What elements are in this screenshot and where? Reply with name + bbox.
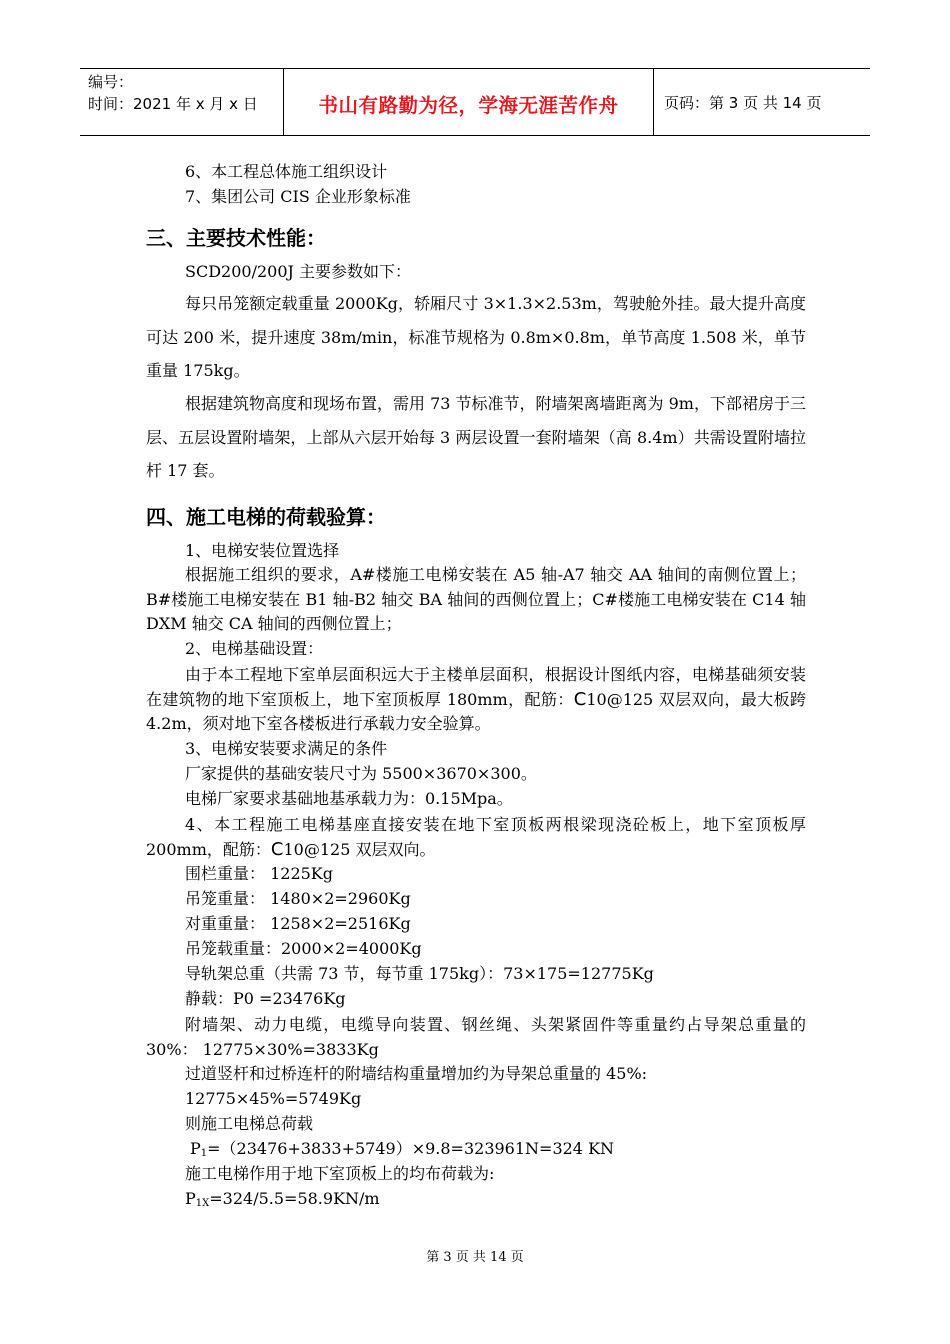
header-meta (80, 69, 283, 135)
rail-total: 导轨架总重（共需 73 节，每节重 175kg）：73×175=12775Kg (185, 964, 654, 983)
layout-paragraph: 根据建筑物高度和现场布置，需用 73 节标准节，附墙架离墙距离为 9m，下部裙房于三层、五层设置附墙架，上部从六层开始每 3 两层设置一套附墙架（高 8.4m）共需设置附墙拉杆 17 套。 (146, 394, 806, 480)
base-size-line: 厂家提供的基础安装尺寸为 5500×3670×300。 (185, 764, 537, 783)
header-page-info: 页码：第 3 页 共 14 页 (664, 93, 822, 112)
header-motto-cell (283, 69, 654, 135)
location-paragraph: 根据施工组织的要求，A#楼施工电梯安装在 A5 轴-A7 轴交 AA 轴间的南侧位置上；B#楼施工电梯安装在 B1 轴-B2 轴交 BA 轴间的西侧位置上；C#楼施工电梯安装在 C14 轴 DXM 轴交 CA 轴间的西侧位置上； (146, 565, 806, 633)
subsection-3: 3、电梯安装要求满足的条件 (185, 739, 388, 758)
section-heading-3: 三、主要技术性能： (146, 226, 326, 250)
cage-weight: 吊笼重量： 1480×2=2960Kg (185, 889, 411, 908)
section-heading-4: 四、施工电梯的荷载验算： (146, 505, 386, 529)
subsection-1: 1、电梯安装位置选择 (185, 541, 340, 560)
attachment-paragraph: 附墙架、动力电缆，电缆导向装置、钢丝绳、头架紧固件等重量约占导架总重量的 30%： 12775×30%=3833Kg (146, 1015, 806, 1059)
ref-item-6: 6、本工程总体施工组织设计 (185, 162, 388, 181)
install-paragraph: 4、本工程施工电梯基座直接安装在地下室顶板两根梁现浇砼板上，地下室顶板厚 200mm，配筋：C10@125 双层双向。 (146, 815, 806, 860)
bridge-calc: 12775×45%=5749Kg (185, 1089, 362, 1108)
serial-label: 编号： (88, 73, 134, 91)
counterweight: 对重重量： 1258×2=2516Kg (185, 914, 411, 933)
ref-item-7: 7、集团公司 CIS 企业形象标准 (185, 187, 411, 206)
param-intro: SCD200/200J 主要参数如下： (185, 262, 412, 281)
static-load: 静载：P0 =23476Kg (185, 989, 346, 1008)
fence-weight: 围栏重量： 1225Kg (185, 864, 334, 883)
foundation-paragraph: 由于本工程地下室单层面积远大于主楼单层面积，根据设计图纸内容，电梯基础须安装在建筑物的地下室顶板上，地下室顶板厚 180mm，配筋：C10@125 双层双向，最大板跨 4.2m，须对地下室各楼板进行承载力安全验算。 (146, 665, 806, 733)
page-footer: 第 3 页 共 14 页 (426, 1250, 524, 1265)
header-motto: 书山有路勤为径，学海无涯苦作舟 (318, 94, 619, 117)
p1-formula: $P_1=(23476+3833+5749)\times 9.8=323961N=324$ KN (190, 1139, 615, 1159)
uniform-load-label: 施工电梯作用于地下室顶板上的均布荷载为: (185, 1164, 495, 1183)
p1x-formula: $P_{1X}=324/5.5=58.9KN/m$ (185, 1189, 380, 1209)
bridge-line: 过道竖杆和过桥连杆的附墙结构重量增加约为导架总重量的 45%: (185, 1064, 648, 1083)
total-load-label: 则施工电梯总荷载 (185, 1114, 314, 1133)
bearing-line: 电梯厂家要求基础地基承载力为：0.15Mpa。 (185, 789, 513, 808)
page-header (80, 68, 870, 136)
param-paragraph: 每只吊笼额定载重量 2000Kg，轿厢尺寸 3×1.3×2.53m，驾驶舱外挂。最大提升高度可达 200 米，提升速度 38m/min，标准节规格为 0.8m×0.8m，单节高度 1.508 米，单节重量 175kg。 (146, 294, 806, 380)
time-label: 时间：2021 年 x 月 x 日 (88, 95, 258, 113)
cage-load: 吊笼载重量：2000×2=4000Kg (185, 939, 422, 958)
subsection-2: 2、电梯基础设置： (185, 639, 324, 658)
